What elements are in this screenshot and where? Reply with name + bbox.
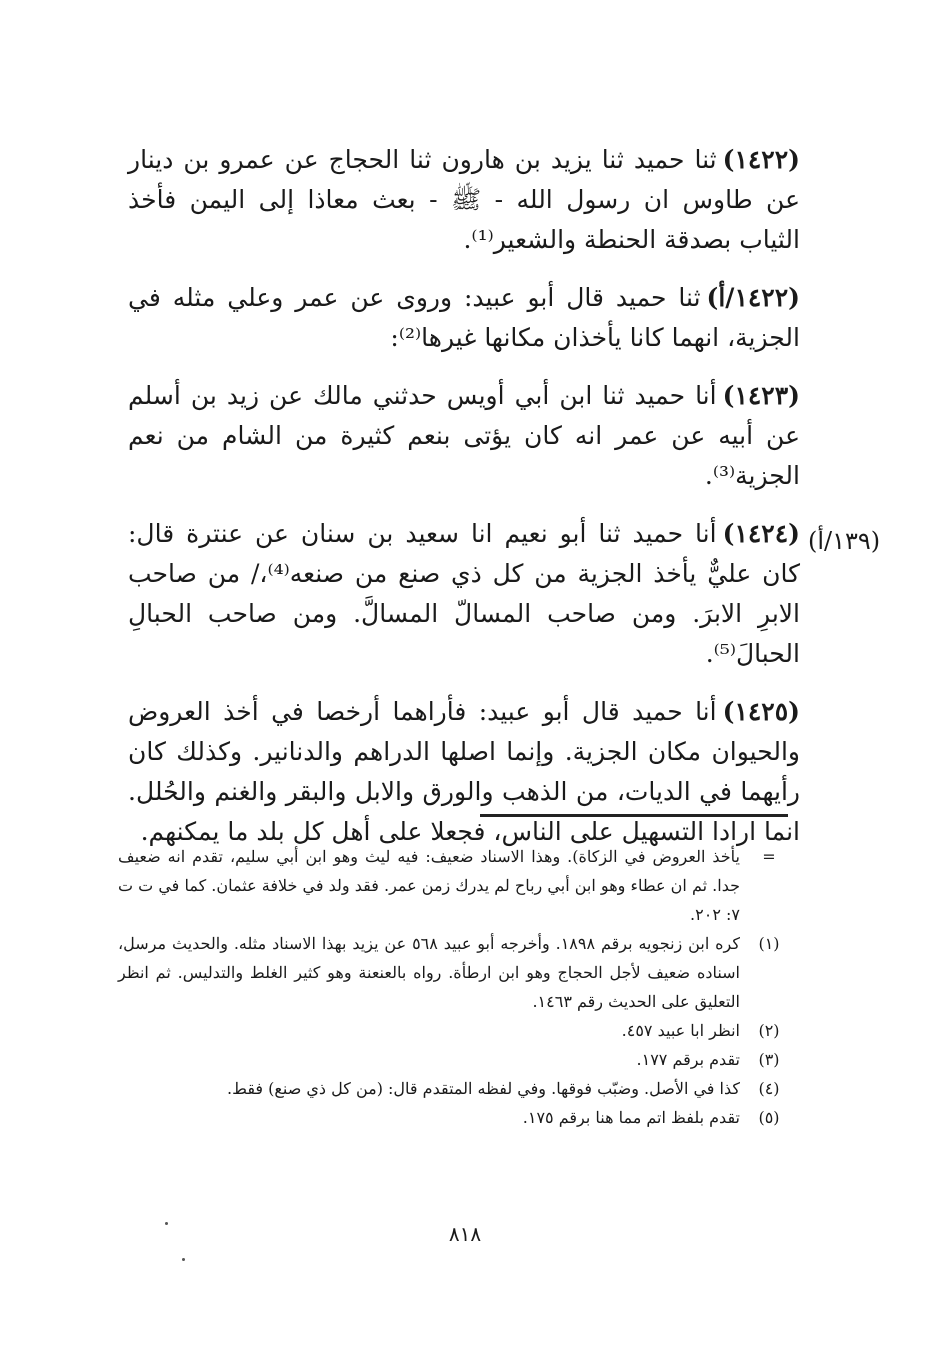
footnote-text: تقدم برقم ١٧٧. [636,1050,740,1069]
footnotes [118,842,798,1132]
hadith-text: ثنا حميد قال أبو عبيد: وروى عن عمر وعلي مثله في الجزية، انهما كانا يأخذان مكانها غيرها⁽²⁾: [128,283,800,352]
footnote-text: كره ابن زنجويه برقم ١٨٩٨. وأخرجه أبو عبيد ٥٦٨ عن يزيد بهذا الاسناد مثله. والحديث مرسل، اسناده ضعيف لأجل الحجاج وهو ابن ارطأة. رواه بالعنعنة وهو كثير الغلط والتدليس. ثم انظر التعليق على الحديث رقم ١٤٦٣. [118,934,740,1011]
footnote-mark: (٢) [758,1021,780,1040]
footnote-text: انظر ابا عبيد ٤٥٧. [621,1021,740,1040]
footnote-text: تقدم بلفظ اتم مما هنا برقم ١٧٥. [522,1108,740,1127]
hadith-number: (١٤٢٣) [722,381,800,410]
scan-speck [182,1258,185,1261]
hadith-1425 [128,692,800,852]
page-number: ٨١٨ [448,1222,482,1246]
footnote-mark: (٤) [758,1079,780,1098]
scan-speck [165,1222,168,1225]
footnote-mark: (١) [758,934,780,953]
hadith-number: (١٤٢٥) [722,697,800,726]
footnote-text: يأخذ العروض في الزكاة). وهذا الاسناد ضعيف: فيه ليث وهو ابن أبي سليم، تقدم انه ضعيف جدا. ثم ان عطاء وهو ابن أبي رباح لم يدرك زمن عمر. فقد ولد في خلافة عثمان. كما في ت ت ٧: ٢٠٢. [118,847,741,924]
hadith-text: ثنا حميد ثنا يزيد بن هارون ثنا الحجاج عن عمرو بن دينار عن طاوس ان رسول الله - ﷺ - بعث معاذا إلى اليمن فأخذ الثياب بصدقة الحنطة والشعير⁽¹⁾. [128,145,800,254]
hadith-number: (١٤٢٤) [722,519,800,548]
manuscript-folio-reference: (١٣٩/أ) [808,527,881,555]
hadith-number: (١٤٢٢/أ) [706,283,800,312]
footnote-mark: = [762,847,776,866]
hadith-number: (١٤٢٢) [722,145,800,174]
hadith-1424 [128,514,800,674]
footnote-1 [118,929,798,1016]
footnote-text: كذا في الأصل. وضبّب فوقها. وفي لفظه المتقدم قال: (من كل ذي صنع) فقط. [227,1079,740,1098]
main-text [128,140,800,870]
hadith-text: أنا حميد ثنا ابن أبي أويس حدثني مالك عن زيد بن أسلم عن أبيه عن عمر انه كان يؤتى بنعم كثيرة من الشام من نعم الجزية⁽³⁾. [128,381,800,490]
hadith-1422a [128,278,800,358]
hadith-text: أنا حميد قال أبو عبيد: فأراهما أرخصا في أخذ العروض والحيوان مكان الجزية. وإنما اصلها الدراهم والدنانير. وكذلك كان رأيهما في الديات، من الذهب والورق والابل والبقر والغنم والحُلل. انما ارادا التسهيل على الناس، فجعلا على أهل كل بلد ما يمكنهم. [128,697,800,846]
footnote-2 [118,1016,798,1045]
footnote-mark: (٥) [758,1108,780,1127]
footnote-separator [480,814,788,817]
footnote-4 [118,1074,798,1103]
hadith-1423 [128,376,800,496]
hadith-1422 [128,140,800,260]
hadith-text: أنا حميد ثنا أبو نعيم انا سعيد بن سنان عن عنترة قال: كان عليٌّ يأخذ الجزية من كل ذي صنع من صنعه⁽⁴⁾،/ من صاحب الابرِ الابرَ. ومن صاحب المسالّ المسالَّ. ومن صاحب الحبالِ الحبالَ⁽⁵⁾. [128,519,800,668]
footnote-3 [118,1045,798,1074]
footnote-continuation [118,842,798,929]
footnote-mark: (٣) [758,1050,780,1069]
footnote-5 [118,1103,798,1132]
